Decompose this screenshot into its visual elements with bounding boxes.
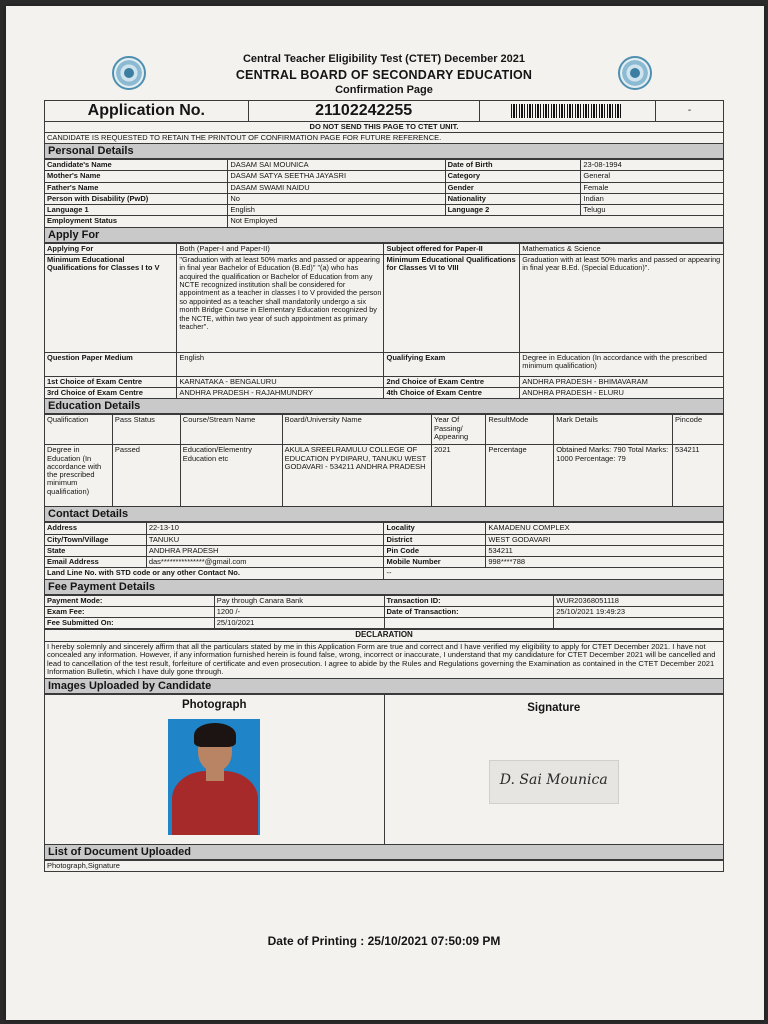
language2-value: Telugu (581, 205, 724, 216)
board-title: CENTRAL BOARD OF SECONDARY EDUCATION (235, 68, 533, 82)
application-number-label: Application No. (45, 101, 249, 122)
email-value: das***************@gmail.com (146, 557, 384, 568)
result-mode-value: Percentage (486, 445, 554, 507)
centre1-label: 1st Choice of Exam Centre (45, 376, 177, 387)
documents-heading: List of Document Uploaded (44, 845, 724, 860)
photograph-label: Photograph (181, 698, 247, 711)
do-not-send-notice: DO NOT SEND THIS PAGE TO CTET UNIT. (45, 121, 724, 132)
column-header: ResultMode (486, 415, 554, 445)
category-label: Category (445, 171, 581, 182)
personal-details-table (44, 159, 724, 228)
centre3-value: ANDHRA PRADESH - RAJAHMUNDRY (177, 388, 384, 399)
subject-value: Mathematics & Science (520, 243, 724, 254)
centre2-label: 2nd Choice of Exam Centre (384, 376, 520, 387)
medium-label: Question Paper Medium (45, 352, 177, 376)
application-number-value: 21102242255 (248, 101, 479, 122)
table-row (45, 193, 724, 204)
gender-value: Female (581, 182, 724, 193)
column-header: Pass Status (112, 415, 180, 445)
barcode-icon (511, 104, 623, 118)
centre3-label: 3rd Choice of Exam Centre (45, 388, 177, 399)
pwd-value: No (228, 193, 445, 204)
declaration-table (44, 629, 724, 678)
signature-text: D. Sai Mounica (499, 772, 608, 789)
education-details-table (44, 414, 724, 507)
pincode-value: 534211 (673, 445, 724, 507)
min-qual-2-label: Minimum Educational Qualifications for Classes VI to VIII (384, 254, 520, 352)
signature-label: Signature (527, 701, 581, 714)
personal-details-heading: Personal Details (44, 144, 724, 159)
course-value: Education/Elementry Education etc (180, 445, 282, 507)
qualifying-exam-value: Degree in Education (In accordance with the prescribed minimum qualification) (520, 352, 724, 376)
mother-name-value: DASAM SATYA SEETHA JAYASRI (228, 171, 445, 182)
min-qual-2-value: Graduation with at least 50% marks and passed or appearing in final year B.Ed. (Special Education)". (520, 254, 724, 352)
images-heading: Images Uploaded by Candidate (44, 679, 724, 694)
table-row (45, 545, 724, 556)
exam-fee-value: 1200 /- (214, 606, 384, 617)
page-title: Confirmation Page (335, 84, 433, 96)
column-header: Pincode (673, 415, 724, 445)
column-header: Board/University Name (282, 415, 431, 445)
application-dash: - (656, 101, 724, 122)
application-number-table (44, 100, 724, 144)
city-label: City/Town/Village (45, 534, 147, 545)
declaration-text: I hereby solemnly and sincerely affirm that all the particulars stated by me in this Application Form are true and correct and I have verified my eligibility to apply for CTET December 2021. I have not concealed any information. However, if any information furnished herein is found false, wrong, incorrect or inaccurate, I understand that my candidature for CTET December 2021 will be cancelled and lead to cancellation of the test result, forfeiture of certificate and even prosecution. I agree to abide by the Rules and Regulations governing the Examination as contained in the CTET December 2021 Information Bulletin, which I have duly gone through. (45, 642, 724, 678)
table-row (45, 182, 724, 193)
gender-label: Gender (445, 182, 581, 193)
transaction-id-value: WUR20368051118 (554, 595, 724, 606)
qualification-value: Degree in Education (In accordance with the prescribed minimum qualification) (45, 445, 113, 507)
state-label: State (45, 545, 147, 556)
table-row (45, 160, 724, 171)
employment-value: Not Employed (228, 216, 724, 227)
district-label: District (384, 534, 486, 545)
centre2-value: ANDHRA PRADESH - BHIMAVARAM (520, 376, 724, 387)
university-value: AKULA SREELRAMULU COLLEGE OF EDUCATION PYDIPARU, TANUKU WEST GODAVARI - 534211 ANDHRA PRADESH (282, 445, 431, 507)
documents-table (44, 860, 724, 872)
printing-date: Date of Printing : 25/10/2021 07:50:09 PM (267, 934, 501, 948)
centre4-value: ANDHRA PRADESH - ELURU (520, 388, 724, 399)
language1-value: English (228, 205, 445, 216)
mark-details-value: Obtained Marks: 790 Total Marks: 1000 Percentage: 79 (554, 445, 673, 507)
transaction-date-label: Date of Transaction: (384, 606, 554, 617)
employment-label: Employment Status (45, 216, 228, 227)
column-header: Mark Details (554, 415, 673, 445)
pwd-label: Person with Disability (PwD) (45, 193, 228, 204)
column-header: Year Of Passing/ Appearing (432, 415, 486, 445)
mobile-value: 998****788 (486, 557, 724, 568)
centre4-label: 4th Choice of Exam Centre (384, 388, 520, 399)
applying-for-value: Both (Paper-I and Paper-II) (177, 243, 384, 254)
images-table (44, 694, 724, 845)
subject-label: Subject offered for Paper-II (384, 243, 520, 254)
table-row (45, 534, 724, 545)
locality-label: Locality (384, 523, 486, 534)
nationality-value: Indian (581, 193, 724, 204)
dob-label: Date of Birth (445, 160, 581, 171)
candidate-photo (168, 719, 260, 835)
contact-details-table (44, 522, 724, 579)
fee-payment-table (44, 595, 724, 630)
candidate-name-label: Candidate's Name (45, 160, 228, 171)
city-value: TANUKU (146, 534, 384, 545)
table-row (45, 595, 724, 606)
applying-for-label: Applying For (45, 243, 177, 254)
address-value: 22-13-10 (146, 523, 384, 534)
candidate-signature (489, 760, 619, 804)
fee-submitted-value: 25/10/2021 (214, 618, 384, 629)
column-header: Course/Stream Name (180, 415, 282, 445)
table-row (45, 171, 724, 182)
table-row (45, 618, 724, 629)
table-row (45, 568, 724, 579)
table-row (45, 606, 724, 617)
declaration-heading: DECLARATION (45, 630, 724, 642)
table-row (45, 557, 724, 568)
language2-label: Language 2 (445, 205, 581, 216)
documents-value: Photograph,Signature (45, 860, 724, 871)
exam-fee-label: Exam Fee: (45, 606, 215, 617)
apply-for-table (44, 243, 724, 400)
district-value: WEST GODAVARI (486, 534, 724, 545)
pass-status-value: Passed (112, 445, 180, 507)
email-label: Email Address (45, 557, 147, 568)
table-row (45, 205, 724, 216)
fee-submitted-label: Fee Submitted On: (45, 618, 215, 629)
application-form (44, 100, 724, 872)
table-row (45, 523, 724, 534)
language1-label: Language 1 (45, 205, 228, 216)
education-details-heading: Education Details (44, 399, 724, 414)
table-row (45, 445, 724, 507)
apply-for-heading: Apply For (44, 228, 724, 243)
min-qual-1-value: "Graduation with at least 50% marks and passed or appearing in final year Bachelor of Education (B.Ed)" "(a) who has acquired the qualification or Bachelor of Education from any NCTE recognized institution shall be considered for appointment as a teacher in classes I to V provided the person so appointed as a teacher shall mandatorily undergo a six month Bridge Course in Elementary Education recognized by the NCTE, within two year of such appointment as primary teacher". (177, 254, 384, 352)
state-value: ANDHRA PRADESH (146, 545, 384, 556)
exam-title: Central Teacher Eligibility Test (CTET) December 2021 (242, 53, 525, 65)
father-name-value: DASAM SWAMI NAIDU (228, 182, 445, 193)
qualifying-exam-label: Qualifying Exam (384, 352, 520, 376)
empty-cell (554, 618, 724, 629)
year-value: 2021 (432, 445, 486, 507)
barcode-cell (479, 101, 656, 122)
signature-cell (384, 694, 724, 844)
photograph-cell (45, 694, 385, 844)
dob-value: 23-08-1994 (581, 160, 724, 171)
locality-value: KAMADENU COMPLEX (486, 523, 724, 534)
pincode-contact-value: 534211 (486, 545, 724, 556)
pincode-label: Pin Code (384, 545, 486, 556)
nationality-label: Nationality (445, 193, 581, 204)
table-row (45, 216, 724, 227)
transaction-id-label: Transaction ID: (384, 595, 554, 606)
fee-payment-heading: Fee Payment Details (44, 580, 724, 595)
candidate-name-value: DASAM SAI MOUNICA (228, 160, 445, 171)
education-header-row (45, 415, 724, 445)
medium-value: English (177, 352, 384, 376)
father-name-label: Father's Name (45, 182, 228, 193)
payment-mode-label: Payment Mode: (45, 595, 215, 606)
category-value: General (581, 171, 724, 182)
mother-name-label: Mother's Name (45, 171, 228, 182)
transaction-date-value: 25/10/2021 19:49:23 (554, 606, 724, 617)
payment-mode-value: Pay through Canara Bank (214, 595, 384, 606)
empty-cell (384, 618, 554, 629)
mobile-label: Mobile Number (384, 557, 486, 568)
landline-label: Land Line No. with STD code or any other Contact No. (45, 568, 384, 579)
retain-notice: CANDIDATE IS REQUESTED TO RETAIN THE PRINTOUT OF CONFIRMATION PAGE FOR FUTURE REFERENCE. (45, 132, 724, 143)
landline-value: -- (384, 568, 724, 579)
min-qual-1-label: Minimum Educational Qualifications for Classes I to V (45, 254, 177, 352)
address-label: Address (45, 523, 147, 534)
centre1-value: KARNATAKA - BENGALURU (177, 376, 384, 387)
column-header: Qualification (45, 415, 113, 445)
contact-details-heading: Contact Details (44, 507, 724, 522)
